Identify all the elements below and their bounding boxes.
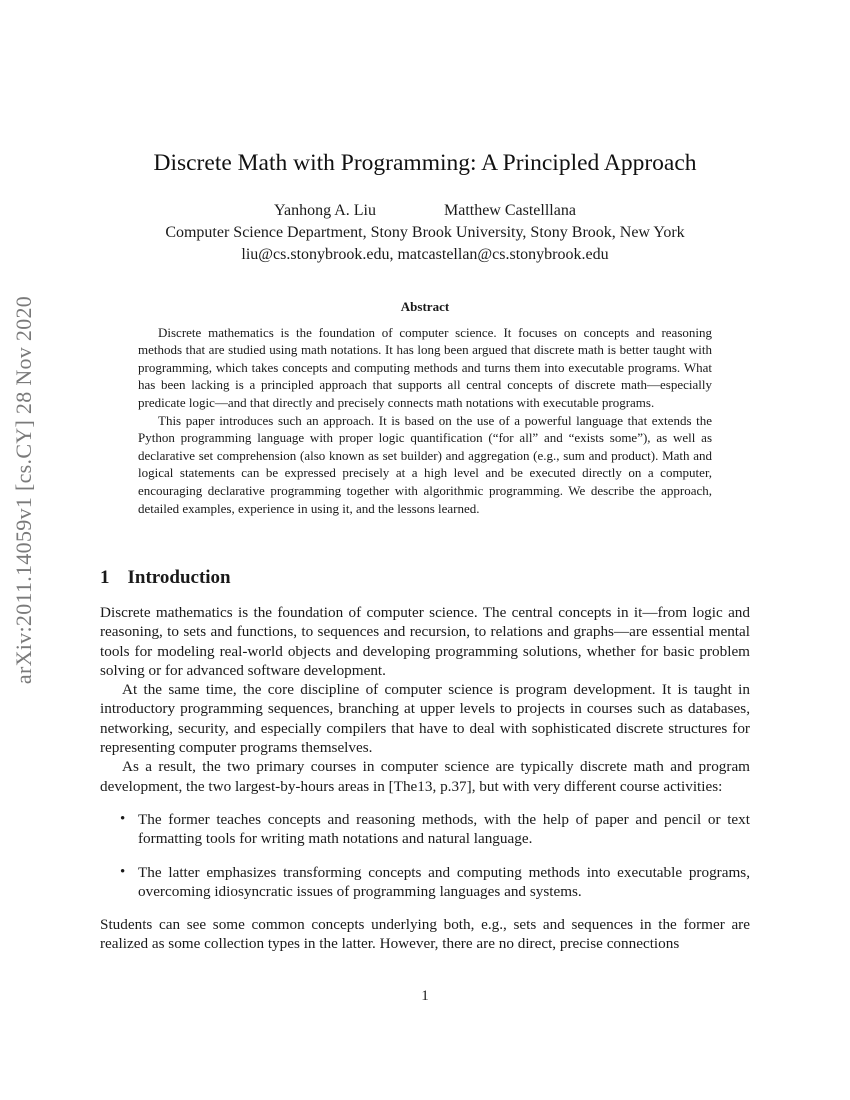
bullet-list	[100, 810, 750, 901]
author-names	[100, 200, 750, 222]
bullet-item	[100, 810, 750, 849]
body-paragraph: At the same time, the core discipline of computer science is program development. It is taught in introductory programming sequences, branching at upper levels to projects in courses such as databases, networking, security, and especially compilers that have to deal with sophisticated discrete structures for representing computer programs themselves.	[100, 681, 750, 757]
author-emails: liu@cs.stonybrook.edu, matcastellan@cs.stonybrook.edu	[241, 246, 609, 263]
author-block	[100, 200, 750, 266]
body-paragraph: Students can see some common concepts underlying both, e.g., sets and sequences in the former are realized as some collection types in the latter. However, there are no direct, precise connections	[100, 916, 750, 953]
author-affiliation: Computer Science Department, Stony Brook University, Stony Brook, New York	[165, 224, 685, 241]
section-title: Introduction	[127, 567, 231, 588]
paper-title: Discrete Math with Programming: A Principled Approach	[153, 150, 697, 176]
arxiv-identifier: arXiv:2011.14059v1 [cs.CY] 28 Nov 2020	[11, 295, 36, 685]
section-number: 1	[100, 567, 110, 588]
abstract	[138, 298, 712, 517]
author-name: Yanhong A. Liu	[274, 202, 376, 219]
bullet-icon: •	[120, 863, 126, 880]
abstract-heading: Abstract	[400, 299, 450, 314]
abstract-paragraph: This paper introduces such an approach. It is based on the use of a powerful language that extends the Python programming language with proper logic quantification (“for all” and “exists some”), as well as declarative set comprehension (also known as set builder) and aggregation (e.g., sum and product). Math and logical statements can be expressed precisely at a high level and be executed directly on a computer, encouraging declarative programming together with algorithmic programming. We describe the approach, detailed examples, experience in using it, and the lessons learned.	[138, 412, 712, 516]
abstract-paragraph: Discrete mathematics is the foundation of computer science. It focuses on concepts and reasoning methods that are studied using math notations. It has long been argued that discrete math is better taught with programming, which takes concepts and computing methods and turns them into executable programs. What has been lacking is a principled approach that supports all central concepts of discrete math—especially predicate logic—and that directly and precisely connects math notations with executable programs.	[138, 324, 712, 410]
bullet-text: The former teaches concepts and reasoning methods, with the help of paper and pencil or text formatting tools for writing math notations and natural language.	[138, 810, 750, 848]
section-body	[100, 603, 750, 954]
body-paragraph: As a result, the two primary courses in computer science are typically discrete math and program development, the two largest-by-hours areas in [The13, p.37], but with very different course activities:	[100, 758, 750, 795]
bullet-item	[100, 863, 750, 902]
bullet-icon: •	[120, 810, 126, 827]
section-heading	[100, 567, 231, 589]
bullet-text: The latter emphasizes transforming concepts and computing methods into executable programs, overcoming idiosyncratic issues of programming languages and systems.	[138, 863, 750, 900]
body-paragraph: Discrete mathematics is the foundation of computer science. The central concepts in it—from logic and reasoning, to sets and functions, to sequences and recursion, to relations and graphs—are essential mental tools for modeling real-world objects and developing programming solutions, whether for basic problem solving or for advanced software development.	[100, 604, 750, 679]
page-number: 1	[421, 988, 429, 1004]
arxiv-side-stamp	[4, 290, 44, 690]
author-name: Matthew Castelllana	[443, 202, 576, 219]
